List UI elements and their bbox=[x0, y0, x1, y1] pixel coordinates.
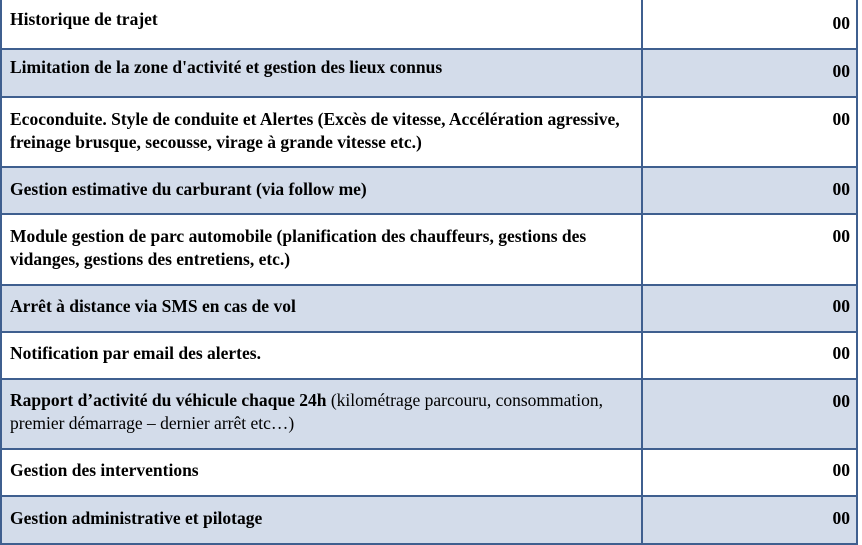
table-row bbox=[0, 48, 858, 98]
row-value: 00 bbox=[832, 296, 850, 316]
row-value: 00 bbox=[832, 343, 850, 363]
row-value: 00 bbox=[832, 226, 850, 246]
row-value: 00 bbox=[832, 460, 850, 480]
row-value: 00 bbox=[832, 13, 850, 33]
table-row bbox=[0, 96, 858, 168]
row-label: Module gestion de parc automobile (planification des chauffeurs, gestions des vidanges, gestions des entretiens, etc.) bbox=[2, 215, 643, 284]
row-value: 00 bbox=[832, 508, 850, 528]
table-row bbox=[0, 166, 858, 215]
table-row bbox=[0, 284, 858, 333]
row-label: Gestion administrative et pilotage bbox=[2, 497, 643, 543]
table-row bbox=[0, 213, 858, 286]
table-row bbox=[0, 331, 858, 380]
table-row bbox=[0, 448, 858, 497]
table-row bbox=[0, 495, 858, 545]
row-value: 00 bbox=[832, 179, 850, 199]
row-label: Gestion des interventions bbox=[2, 450, 643, 495]
table-row bbox=[0, 378, 858, 450]
row-label-bold: Rapport d’activité du véhicule chaque 24h bbox=[10, 390, 327, 410]
row-label: Historique de trajet bbox=[2, 0, 643, 48]
row-label bbox=[2, 380, 643, 448]
row-label-detail: (kilométrage parcouru, consommation, premier démarrage – dernier arrêt etc…) bbox=[10, 390, 603, 433]
row-value: 00 bbox=[832, 109, 850, 129]
row-value: 00 bbox=[832, 391, 850, 411]
row-label: Notification par email des alertes. bbox=[2, 333, 643, 378]
table-row bbox=[0, 0, 858, 50]
row-label: Limitation de la zone d'activité et gestion des lieux connus bbox=[2, 50, 643, 96]
row-label: Gestion estimative du carburant (via follow me) bbox=[2, 168, 643, 213]
row-label: Ecoconduite. Style de conduite et Alertes (Excès de vitesse, Accélération agressive, freinage brusque, secousse, virage à grande vitesse etc.) bbox=[2, 98, 643, 166]
row-label: Arrêt à distance via SMS en cas de vol bbox=[2, 286, 643, 331]
row-value: 00 bbox=[832, 61, 850, 81]
